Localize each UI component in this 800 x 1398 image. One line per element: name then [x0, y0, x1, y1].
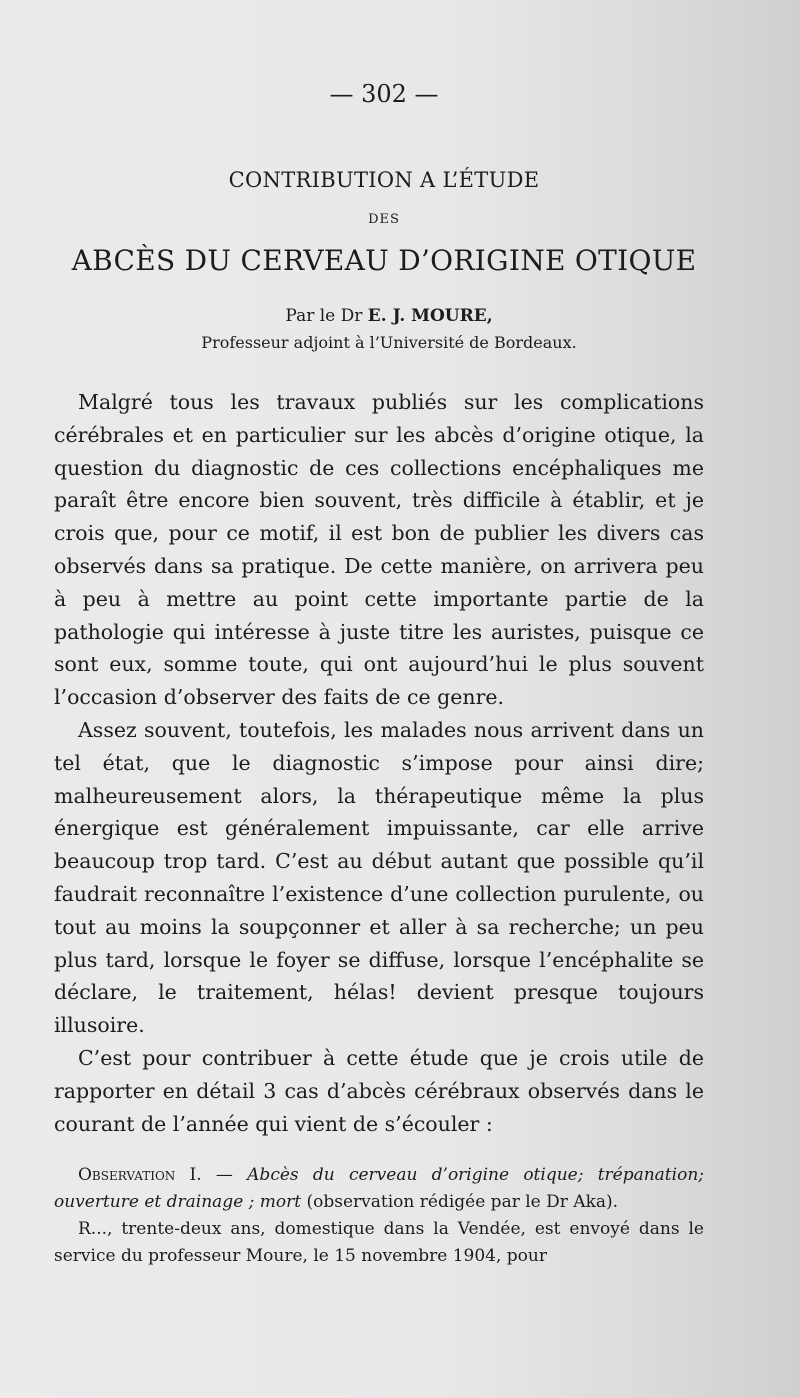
- author-prefix: Par le Dr: [285, 306, 363, 326]
- observation-title: Abcès du cerveau d’origine otique; trépanation; ouverture et drainage ; mort: [54, 1165, 704, 1212]
- observation-paragraph: R..., trente-deux ans, domestique dans la Vendée, est envoyé dans le service du professeur Moure, le 15 novembre 1904, pour: [54, 1219, 704, 1266]
- observation-note: (observation rédigée par le Dr Aka).: [301, 1192, 619, 1212]
- article-body: [54, 386, 704, 1140]
- observation-dash: —: [201, 1165, 248, 1185]
- author-name: E. J. MOURE,: [367, 306, 493, 326]
- paragraph-2: Assez souvent, toutefois, les malades nous arrivent dans un tel état, que le diagnostic s’impose pour ainsi dire; malheureusement alors, la thérapeutique même la plus énergique est généralement impuissante, car elle arrive beaucoup trop tard. C’est au début autant que possible qu’il faudrait reconnaître l’existence d’une collection purulente, ou tout au moins la soupçonner et aller à sa recherche; un peu plus tard, lorsque le foyer se diffuse, lorsque l’encéphalite se déclare, le traitement, hélas! devient presque toujours illusoire.: [54, 717, 704, 1038]
- observation-label: Observation I.: [78, 1165, 202, 1185]
- title-line-1: CONTRIBUTION A L’ÉTUDE: [228, 168, 540, 192]
- observation-section: [54, 1162, 704, 1270]
- paragraph-1: Malgré tous les travaux publiés sur les complications cérébrales et en particulier sur les abcès d’origine otique, la question du diagnostic de ces collections encéphaliques me paraît être encore bien souvent, très difficile à établir, et je crois que, pour ce motif, il est bon de publier les divers cas observés dans sa pratique. De cette manière, on arrivera peu à peu à mettre au point cette importante partie de la pathologie qui intéresse à juste titre les auristes, puisque ce sont eux, somme toute, qui ont aujourd’hui le plus souvent l’occasion d’observer des faits de ce genre.: [54, 390, 704, 710]
- title-main: ABCÈS DU CERVEAU D’ORIGINE OTIQUE: [71, 244, 697, 277]
- observation-heading: [54, 1162, 704, 1216]
- title-line-2: DES: [368, 212, 400, 227]
- page-number: — 302 —: [329, 80, 439, 108]
- author-line: [0, 306, 778, 326]
- paragraph-3: C’est pour contribuer à cette étude que je crois utile de rapporter en détail 3 cas d’abcès cérébraux observés dans le courant de l’année qui vient de s’écouler :: [54, 1045, 704, 1136]
- author-affiliation: Professeur adjoint à l’Université de Bordeaux.: [201, 333, 577, 352]
